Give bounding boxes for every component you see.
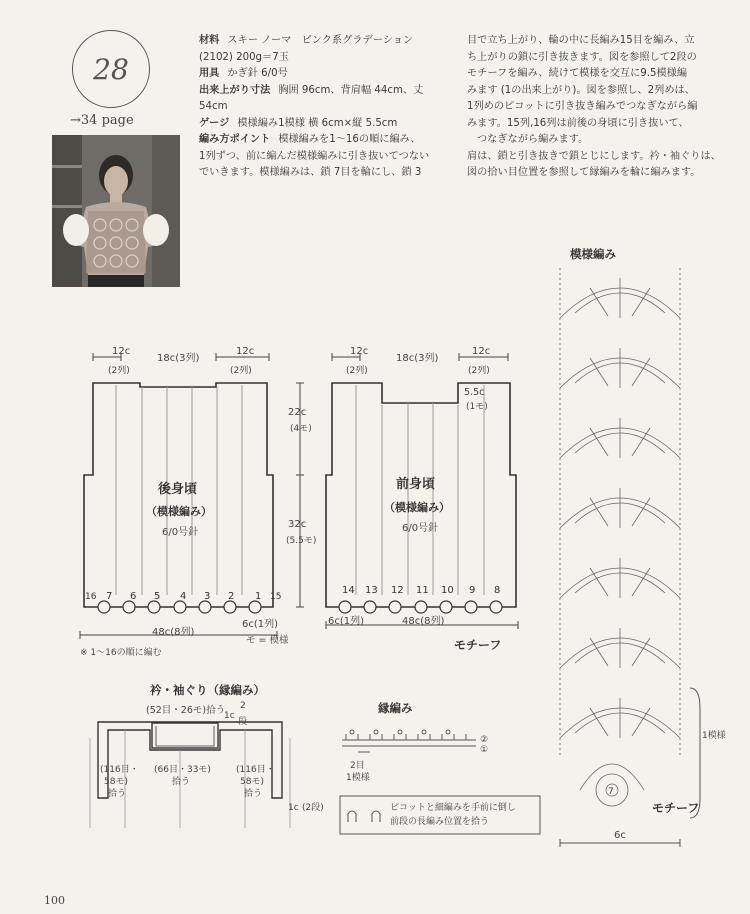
edging-row-2: ② [480, 735, 489, 745]
front-neck: 5.5c [464, 387, 485, 398]
model-photo [52, 135, 180, 287]
front-top-left: 12c [350, 346, 369, 357]
back-col-label: 5 [154, 591, 161, 602]
collar-right-b: 58モ) [240, 777, 264, 787]
pattern-number: 28 [72, 30, 150, 108]
back-legend: モ = 模様 [246, 635, 289, 646]
collar-right-a: (116目・ [236, 765, 275, 775]
front-motif-row [339, 601, 502, 613]
back-col-label: 7 [106, 591, 113, 602]
edging-repeat-2: 1模様 [346, 773, 370, 783]
back-height-bottom: 32c [288, 519, 307, 530]
front-col-label: 11 [416, 585, 429, 596]
front-col-label: 8 [494, 585, 501, 596]
collar-left-c: 拾う [108, 789, 127, 799]
point-label: 編み方ポイント [199, 134, 271, 145]
collar-bottom-dan: (2段) [302, 803, 324, 813]
instruction-line: 1列めのピコットに引き抜き編みでつなぎながら編 [467, 101, 698, 112]
back-top-left: 12c [112, 346, 131, 357]
collar-right-c: 拾う [244, 789, 263, 799]
pattern-title: 模様編み [570, 247, 616, 261]
collar-bottom-c: 1c [288, 803, 299, 813]
front-top-right-sub: (2列) [468, 366, 490, 376]
front-body-diagram [318, 345, 538, 655]
collar-center-b: 拾う [172, 777, 191, 787]
back-top-right: 12c [236, 346, 255, 357]
size-label: 出来上がり寸法 [199, 84, 271, 96]
collar-left-a: (116目・ [100, 765, 139, 775]
back-col-width: 6c(1列) [242, 619, 279, 630]
collar-pickup-top: (52目・26モ)拾う [146, 705, 226, 716]
collar-neck-1c: 1c [224, 711, 235, 721]
front-col-width: 6c(1列) [328, 616, 365, 627]
pattern-start: 7 [608, 787, 614, 797]
back-subtitle: （模様編み） [146, 505, 212, 518]
front-motif-label: モチーフ [454, 638, 502, 652]
tools-value: かぎ針 6/0号 [227, 68, 288, 79]
front-neck-sub: (1モ) [466, 402, 488, 412]
edging-repeat-1: 2目 [350, 761, 365, 771]
gauge-label: ゲージ [199, 117, 230, 129]
page-reference[interactable]: →34 page [70, 113, 134, 128]
front-top-left-sub: (2列) [346, 366, 368, 376]
back-col-label: 3 [204, 591, 211, 602]
pattern-chart [540, 238, 750, 858]
edging-note-2: 前段の長編み位置を拾う [390, 817, 490, 827]
pattern-repeat: 1模様 [702, 731, 726, 741]
collar-center-a: (66目・33モ) [154, 765, 211, 775]
tools-label: 用具 [199, 68, 220, 79]
edging-title: 縁編み [378, 701, 413, 715]
instruction-line: 肩は、鎖と引き抜きで鎖とじにします。衿・袖ぐりは、 [467, 150, 721, 162]
back-width: 48c(8列) [152, 627, 195, 638]
size-value: 胸囲 96cm、背肩幅 44cm、丈 [278, 84, 424, 96]
instruction-line: みます (1の出来上がり)。図を参照し、2列めは、 [467, 84, 695, 96]
back-body-diagram [72, 345, 322, 665]
edging-diagram [336, 698, 546, 838]
pattern-motif-chain [560, 268, 680, 806]
back-note: ※ 1〜16の順に編む [80, 648, 162, 658]
back-top-mid: 18c(3列) [157, 353, 200, 364]
collar-title: 衿・袖ぐり（縁編み） [150, 683, 265, 697]
point-line-1: 模様編みを1〜16の順に編み、 [278, 134, 421, 145]
back-top-right-sub: (2列) [230, 366, 252, 376]
point-line-3: でいきます。模様編みは、鎖 7目を輪にし、鎖 3 [199, 167, 422, 178]
model-photo-illustration [52, 135, 180, 287]
back-title: 後身頃 [158, 482, 198, 497]
front-top-mid: 18c(3列) [396, 353, 439, 364]
front-top-right: 12c [472, 346, 491, 357]
instruction-line: みます。15列,16列は前後の身頃に引き抜いて、 [467, 117, 689, 129]
collar-armhole-diagram [80, 678, 330, 848]
edging-note-box [340, 796, 540, 834]
page-number: 100 [44, 894, 65, 907]
back-height-bottom-sub: (5.5モ) [286, 536, 317, 546]
instruction-line: 目で立ち上がり、輪の中に長編み15目を編み、立 [467, 35, 695, 46]
front-hook: 6/0号針 [402, 523, 439, 534]
front-subtitle: （模様編み） [384, 501, 450, 514]
materials-yarn: スキー ノーマ ピンク系グラデーション [227, 35, 414, 46]
size-value-cont: 54cm [199, 101, 228, 112]
front-col-label: 13 [365, 585, 378, 596]
materials-block [199, 33, 449, 182]
front-col-label: 14 [342, 585, 355, 596]
pattern-motif-label: モチーフ [652, 801, 700, 815]
front-width: 48c(8列) [402, 616, 445, 627]
back-height-top: 22c [288, 407, 307, 418]
point-line-2: 1列ずつ、前に編んだ模様編みに引き抜いてつない [199, 150, 430, 162]
front-col-label: 10 [441, 585, 454, 596]
back-col-label: 2 [228, 591, 235, 602]
back-height-top-sub: (4モ) [290, 424, 312, 434]
instruction-line: ち上がりの鎖に引き抜きます。図を参照して2段の [467, 51, 697, 63]
back-col-label: 4 [180, 591, 187, 602]
back-top-left-sub: (2列) [108, 366, 130, 376]
instructions-block [467, 33, 727, 182]
collar-left-b: 58モ) [104, 777, 128, 787]
gauge-value: 模様編み1模様 横 6cm×縦 5.5cm [237, 117, 398, 129]
instruction-line: つなぎながら編みます。 [477, 134, 589, 145]
back-motif-row [98, 601, 261, 613]
materials-label: 材料 [199, 35, 220, 46]
front-col-label: 9 [469, 585, 476, 596]
back-hook: 6/0号針 [162, 527, 199, 538]
materials-amount: (2102) 200g＝7玉 [199, 51, 289, 63]
front-title: 前身頃 [396, 477, 436, 492]
edging-row-1: ① [480, 745, 489, 755]
back-col-label: 15 [270, 592, 282, 602]
collar-neck-dan: 段 [238, 717, 248, 727]
pattern-width: 6c [614, 830, 626, 841]
instruction-line: モチーフを編み、続けて模様を交互に9.5模様編 [467, 68, 688, 79]
back-col-label: 16 [85, 592, 97, 602]
back-col-label: 6 [130, 591, 137, 602]
instruction-line: 図の拾い目位置を参照して縁編みを輪に編みます。 [467, 167, 701, 178]
back-col-label: 1 [255, 591, 262, 602]
front-col-label: 12 [391, 585, 404, 596]
edging-note-1: ピコットと細編みを手前に倒し [390, 803, 516, 813]
collar-neck-2: 2 [240, 701, 246, 711]
